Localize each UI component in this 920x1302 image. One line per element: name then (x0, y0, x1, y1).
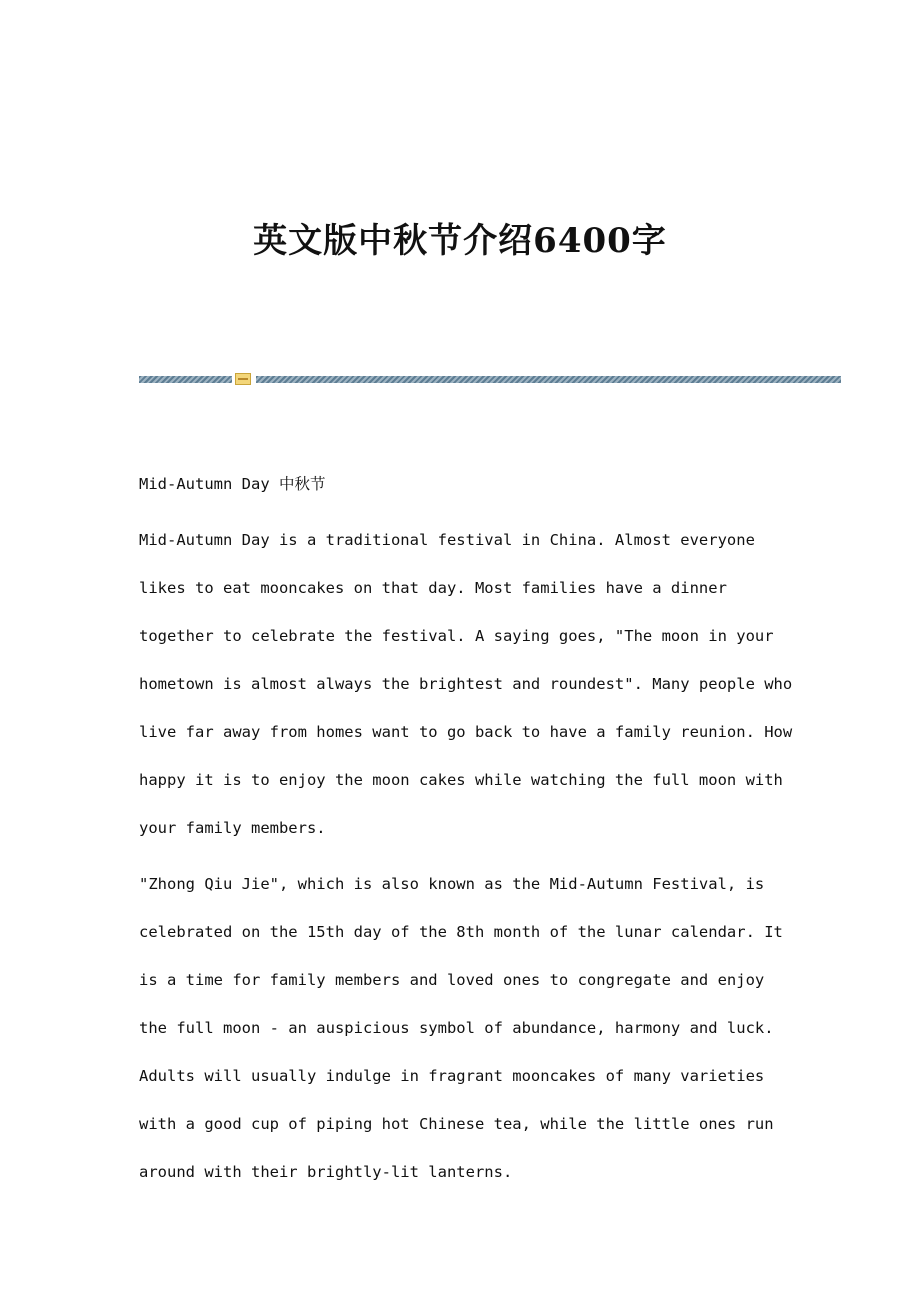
decorative-divider (139, 373, 841, 385)
divider-bar-right (256, 376, 841, 383)
document-title: 英文版中秋节介绍6400字 (253, 221, 667, 261)
divider-bar-left (139, 376, 232, 383)
paragraph-2: "Zhong Qiu Jie", which is also known as the Mid-Autumn Festival, is celebrated on the 15th day of the 8th month of the lunar calendar. It is a time for family members and loved ones to congregate and enjoy the full moon - an auspicious symbol of abundance, harmony and luck. Adults will usually indulge in fragrant mooncakes of many varieties with a good cup of piping hot Chinese tea, while the little ones run around with their brightly-lit lanterns. (139, 875, 783, 1181)
paragraph-1: Mid-Autumn Day is a traditional festival in China. Almost everyone likes to eat mooncakes on that day. Most families have a dinner together to celebrate the festival. A saying goes, "The moon in your hometown is almost always the brightest and roundest". Many people who live far away from homes want to go back to have a family reunion. How happy it is to enjoy the moon cakes while watching the full moon with your family members. (139, 531, 793, 837)
divider-emblem-icon (235, 373, 251, 385)
section-heading: Mid-Autumn Day 中秋节 (139, 475, 326, 493)
